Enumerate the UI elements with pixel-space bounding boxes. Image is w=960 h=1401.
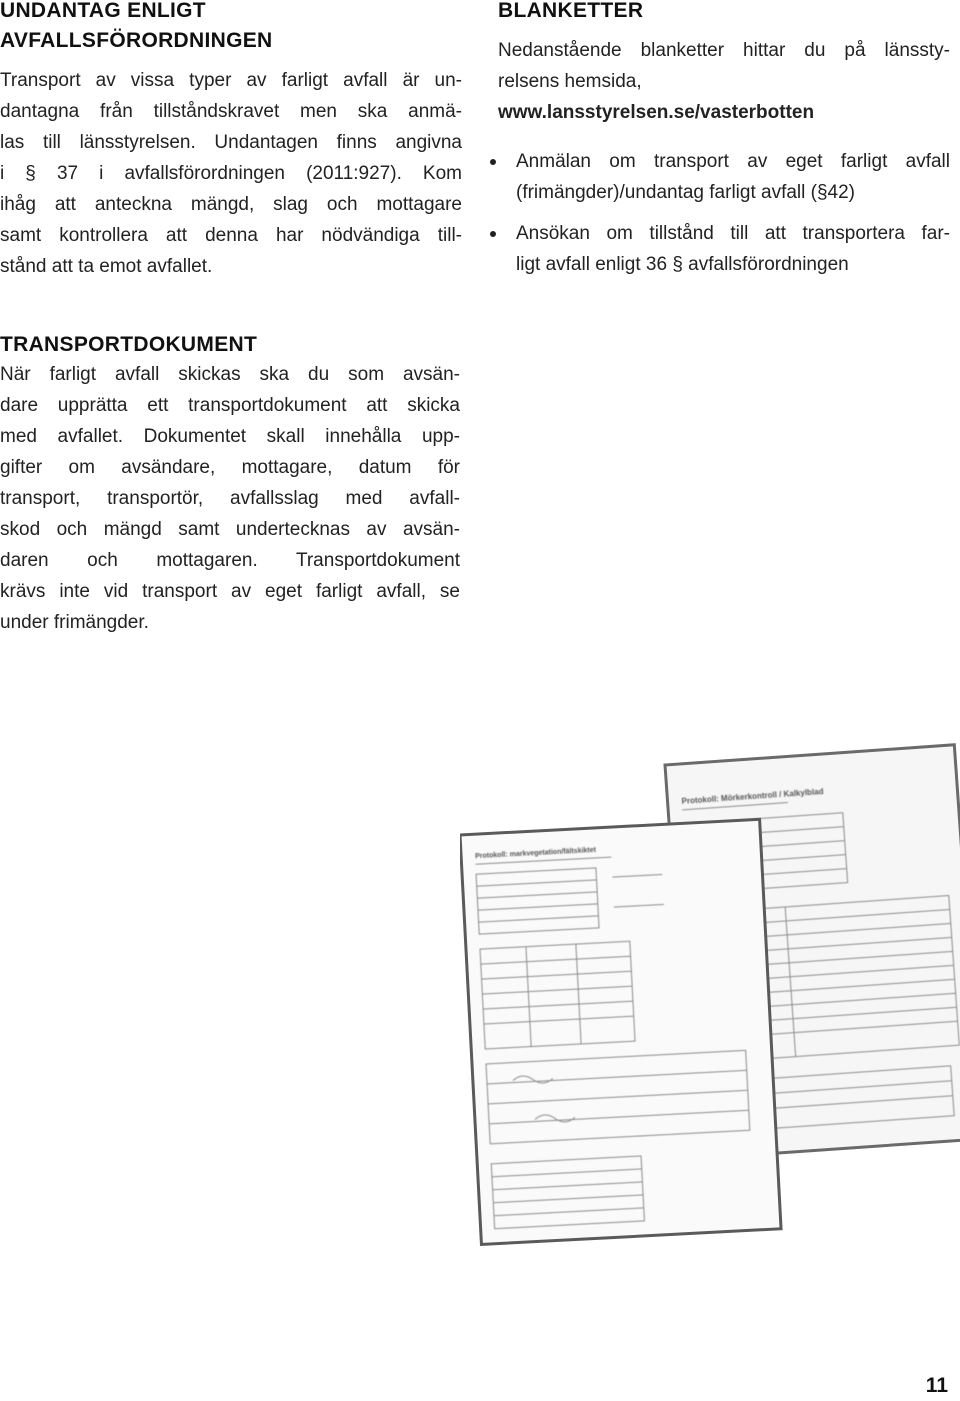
transport-text-line: krävs inte vid transport av eget farligt avfall, se [0, 581, 460, 602]
exemption-text-line: las till länsstyrelsen. Undantagen finns angivna [0, 132, 462, 153]
exemption-title-line-1: UNDANTAG ENLIGT [0, 0, 206, 22]
exemption-text-line: Transport av vissa typer av farligt avfall är un- [0, 70, 462, 91]
forms-title: BLANKETTER [498, 0, 644, 22]
front-form-title: Protokoll: markvegetation/fältskiktet [474, 846, 597, 861]
exemption-title-line-2: AVFALLSFÖRORDNINGEN [0, 29, 273, 52]
forms-intro-line: Nedanstående blanketter hittar du på länssty- [498, 40, 950, 61]
front-form-sheet [460, 819, 781, 1244]
transport-text-line: dare upprätta ett transportdokument att skicka [0, 395, 460, 416]
transport-text-line: När farligt avfall skickas ska du som avsän- [0, 364, 460, 385]
exemption-text-line: i § 37 i avfallsförordningen (2011:927). Kom [0, 163, 462, 184]
bullet-icon [488, 157, 498, 167]
form-pages-illustration [460, 730, 960, 1270]
exemption-text-line: stånd att ta emot avfallet. [0, 256, 213, 277]
page-number: 11 [925, 1374, 948, 1397]
form-item-line: Anmälan om transport av eget farligt avfall [516, 151, 950, 172]
transport-text-line: transport, transportör, avfallsslag med avfall- [0, 488, 460, 509]
exemption-text-line: dantagna från tillståndskravet men ska anmä- [0, 101, 462, 122]
exemption-text-line: samt kontrollera att denna har nödvändiga till- [0, 225, 462, 246]
county-board-link[interactable]: www.lansstyrelsen.se/vasterbotten [498, 102, 815, 123]
transport-title: TRANSPORTDOKUMENT [0, 333, 258, 356]
bullet-icon [488, 229, 498, 239]
transport-text-line: daren och mottagaren. Transportdokument [0, 550, 460, 571]
transport-text-line: gifter om avsändare, mottagare, datum för [0, 457, 460, 478]
transport-text-line: med avfallet. Dokumentet skall innehålla upp- [0, 426, 460, 447]
form-pages-image [460, 730, 960, 1270]
form-item-line: ligt avfall enligt 36 § avfallsförordningen [516, 254, 849, 275]
transport-text-line: under frimängder. [0, 612, 149, 633]
forms-intro-line: relsens hemsida, [498, 71, 642, 92]
back-form-title: Protokoll: Mörkerkontroll / Kalkylblad [681, 787, 824, 806]
transport-text-line: skod och mängd samt undertecknas av avsän- [0, 519, 460, 540]
form-item-line: (frimängder)/undantag farligt avfall (§42) [516, 182, 856, 203]
exemption-text-line: ihåg att anteckna mängd, slag och mottagare [0, 194, 462, 215]
form-item-line: Ansökan om tillstånd till att transportera far- [516, 223, 950, 244]
